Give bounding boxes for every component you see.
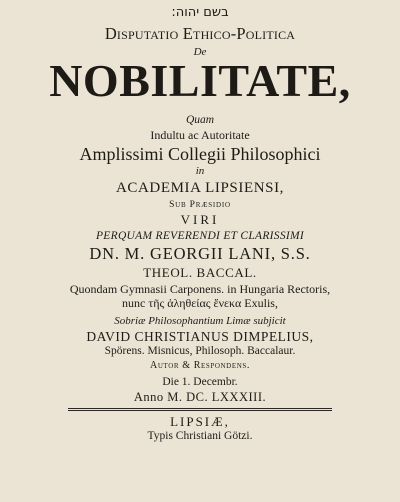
theol-line: THEOL. BACCAL. <box>143 265 257 280</box>
quondam-line: Quondam Gymnasii Carponens. in Hungaria Rectoris, <box>69 282 331 296</box>
sporens-line: Spörens. Misnicus, Philosoph. Baccalaur. <box>104 345 296 357</box>
collegium-line: Amplissimi Collegii Philosophici <box>79 144 321 164</box>
praeses-name: DN. M. GEORGII LANI, S.S. <box>89 244 311 263</box>
academia-line: ACADEMIA LIPSIENSI, <box>115 180 285 196</box>
imprint-place: LIPSIÆ, <box>170 414 230 429</box>
quam-line: Quam <box>185 114 215 126</box>
date-line: Die 1. Decembr. <box>162 376 238 388</box>
divider-rule <box>68 410 332 411</box>
viri-line: VIRI <box>180 212 220 227</box>
sobrie-line: Sobriæ Philosophantium Limæ subjicit <box>114 315 286 327</box>
hebrew-invocation: בשם יהוה: <box>171 5 229 20</box>
sub-praesidio-line: Sub Præsidio <box>169 200 231 210</box>
de-word: De <box>193 46 207 58</box>
main-title: NOBILITATE, <box>49 55 351 106</box>
perquam-line: PERQUAM REVERENDI ET CLARISSIMI <box>95 230 305 242</box>
indultu-line: Indultu ac Autoritate <box>150 128 250 142</box>
autor-line: Autor & Respondens. <box>150 360 250 371</box>
divider-rule <box>68 408 332 409</box>
respondent-name: DAVID CHRISTIANUS DIMPELIUS, <box>86 329 314 344</box>
nunc-line: nunc τῆς ἀληθείας ἕνεκα Exulis, <box>122 296 278 310</box>
disputatio-heading: Disputatio Ethico-Politica <box>104 24 296 43</box>
imprint-printer: Typis Christiani Götzi. <box>147 430 253 442</box>
in-word: in <box>195 165 205 177</box>
year-line: Anno M. DC. LXXXIII. <box>133 390 267 404</box>
